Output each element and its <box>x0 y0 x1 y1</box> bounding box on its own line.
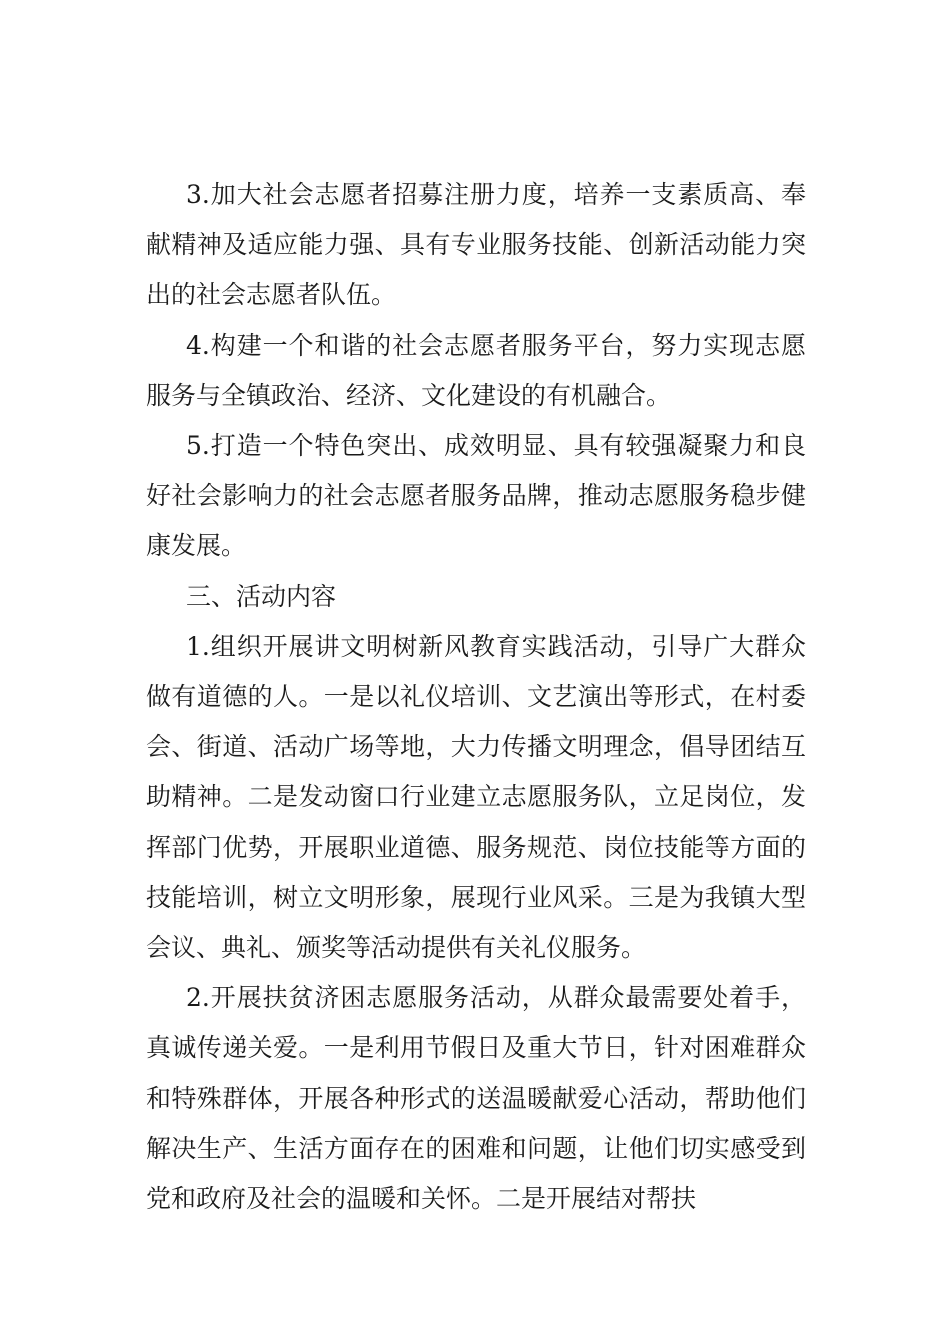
section-heading-activities: 三、活动内容 <box>186 581 337 611</box>
paragraph-goal-3: 3.加大社会志愿者招募注册力度，培养一支素质高、奉献精神及适应能力强、具有专业服务技能、创新活动能力突出的社会志愿者队伍。 <box>146 180 806 310</box>
paragraph-goal-5: 5.打造一个特色突出、成效明显、具有较强凝聚力和良好社会影响力的社会志愿者服务品牌，推动志愿服务稳步健康发展。 <box>146 431 806 561</box>
paragraph-goal-4: 4.构建一个和谐的社会志愿者服务平台，努力实现志愿服务与全镇政治、经济、文化建设的有机融合。 <box>146 330 806 410</box>
paragraph-activity-1: 1.组织开展讲文明树新风教育实践活动，引导广大群众做有道德的人。一是以礼仪培训、文艺演出等形式，在村委会、街道、活动广场等地，大力传播文明理念，倡导团结互助精神。二是发动窗口行业建立志愿服务队，立足岗位，发挥部门优势，开展职业道德、服务规范、岗位技能等方面的技能培训，树立文明形象，展现行业风采。三是为我镇大型会议、典礼、颁奖等活动提供有关礼仪服务。 <box>146 631 806 963</box>
document-page <box>146 170 806 1224</box>
paragraph-activity-2: 2.开展扶贫济困志愿服务活动，从群众最需要处着手，真诚传递关爱。一是利用节假日及重大节日，针对困难群众和特殊群体，开展各种形式的送温暖献爱心活动，帮助他们解决生产、生活方面存在的困难和问题，让他们切实感受到党和政府及社会的温暖和关怀。二是开展结对帮扶 <box>146 983 806 1214</box>
